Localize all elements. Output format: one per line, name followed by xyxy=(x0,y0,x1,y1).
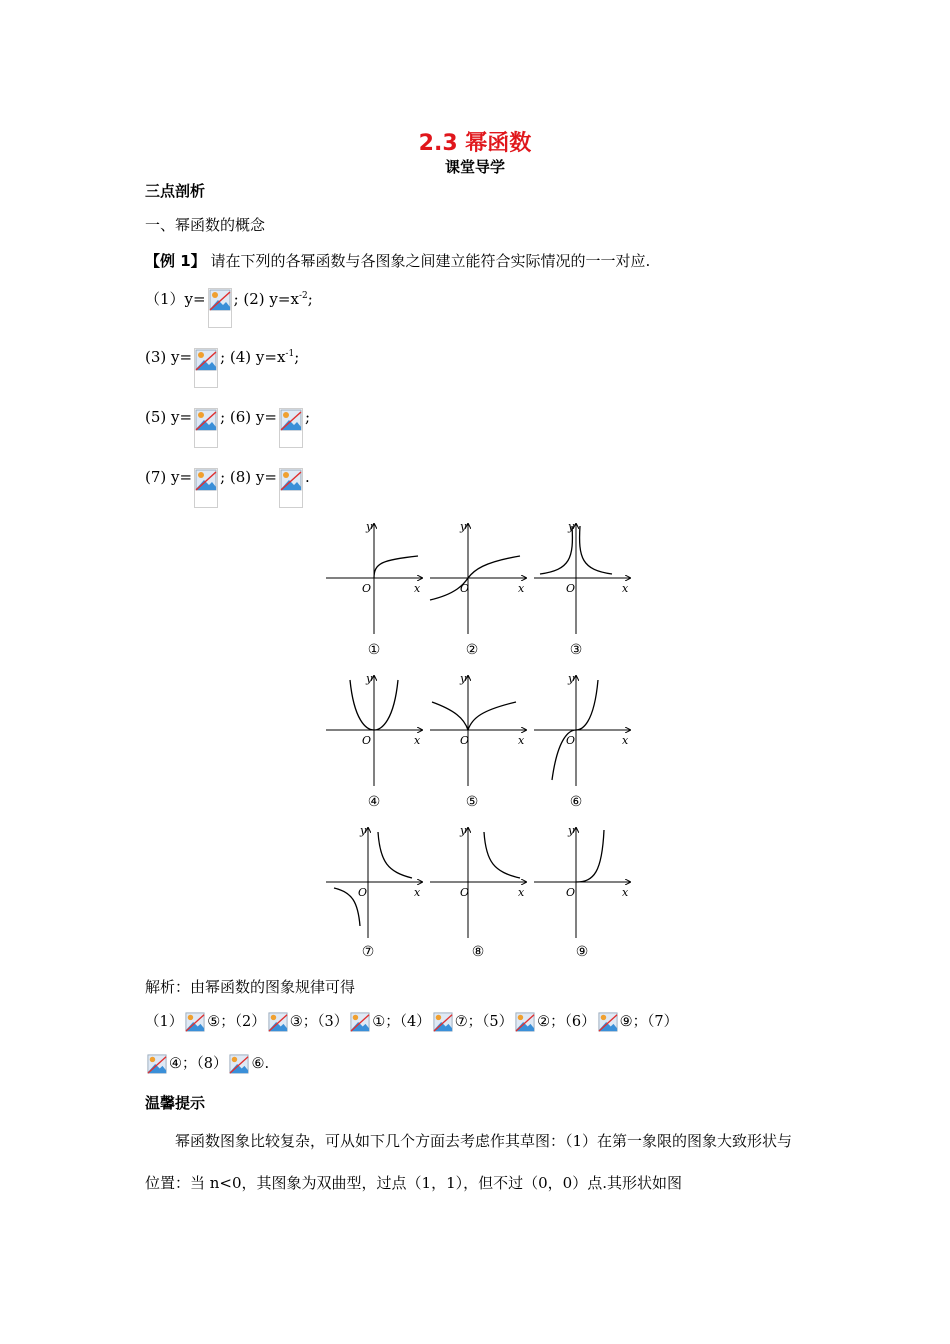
graph-label-4: ④ xyxy=(367,794,381,810)
solution-text: ②；（6） xyxy=(537,1014,596,1030)
broken-image-icon xyxy=(349,1012,371,1032)
function-6-label: ; (6) y= xyxy=(220,408,277,426)
broken-image-icon xyxy=(184,1012,206,1032)
subsection-heading: 一、幂函数的概念 xyxy=(145,216,266,234)
graph-2 xyxy=(430,524,526,634)
axis-x: x xyxy=(414,734,421,747)
broken-image-icon xyxy=(146,1054,168,1074)
broken-image-icon xyxy=(194,348,218,388)
axis-x: x xyxy=(518,582,525,595)
tip-paragraph: 幂函数图象比较复杂，可从如下几个方面去考虑作其草图：（1）在第一象限的图象大致形状与位置：当 n<0，其图象为双曲型，过点（1，1），但不过（0，0）点.其形状如图 xyxy=(145,1132,793,1192)
function-line-4 xyxy=(145,468,310,508)
graph-label-9: ⑨ xyxy=(575,944,589,960)
broken-image-icon xyxy=(432,1012,454,1032)
solution-line-2 xyxy=(145,1052,269,1074)
axis-origin: O xyxy=(566,734,576,747)
function-line-1 xyxy=(145,288,313,328)
broken-image-icon xyxy=(279,408,303,448)
graph-label-1: ① xyxy=(367,642,381,658)
page-subtitle: 课堂导学 xyxy=(444,158,505,176)
axis-x: x xyxy=(518,734,525,747)
function-1-label: （1）y= xyxy=(145,290,206,308)
solution-line-1 xyxy=(145,1010,678,1032)
axis-y: y xyxy=(568,824,575,837)
broken-image-icon xyxy=(267,1012,289,1032)
punct: ; xyxy=(307,290,313,308)
tip-heading: 温馨提示 xyxy=(145,1094,206,1112)
punct: ; xyxy=(304,408,311,426)
axis-origin: O xyxy=(362,582,372,595)
graph-grid xyxy=(322,518,642,972)
graph-4 xyxy=(326,676,422,786)
function-3-label: (3) y= xyxy=(145,348,193,366)
broken-image-icon xyxy=(279,468,303,508)
axis-origin: O xyxy=(566,582,576,595)
function-7-label: (7) y= xyxy=(145,468,193,486)
function-5-label: (5) y= xyxy=(145,408,193,426)
graph-9 xyxy=(534,828,630,938)
axis-y: y xyxy=(360,824,367,837)
graph-1 xyxy=(326,524,422,634)
axis-origin: O xyxy=(566,886,576,899)
graph-5 xyxy=(430,676,526,786)
graph-7 xyxy=(326,828,422,938)
axis-y: y xyxy=(366,520,373,533)
graph-label-6: ⑥ xyxy=(569,794,583,810)
broken-image-icon xyxy=(208,288,232,328)
example-text: 请在下列的各幂函数与各图象之间建立能符合实际情况的一一对应. xyxy=(205,252,651,270)
function-8-label: ; (8) y= xyxy=(220,468,277,486)
solution-text: ④；（8） xyxy=(169,1056,228,1072)
function-4-label: ; (4) y=x xyxy=(220,348,286,366)
solution-text: ⑤；（2） xyxy=(207,1014,266,1030)
punct: ; xyxy=(294,348,300,366)
graph-label-5: ⑤ xyxy=(465,794,479,810)
graph-3 xyxy=(534,524,630,634)
example-1 xyxy=(145,250,650,271)
graph-label-7: ⑦ xyxy=(361,944,375,960)
axis-y: y xyxy=(460,520,467,533)
axis-origin: O xyxy=(460,886,470,899)
axis-x: x xyxy=(414,582,421,595)
power-function-graphs xyxy=(322,518,642,968)
function-2-exponent: -2 xyxy=(298,291,308,301)
punct: . xyxy=(304,468,310,486)
axis-y: y xyxy=(460,824,467,837)
broken-image-icon xyxy=(597,1012,619,1032)
axis-origin: O xyxy=(362,734,372,747)
broken-image-icon xyxy=(194,468,218,508)
solution-text: ⑥. xyxy=(251,1056,270,1072)
graph-8 xyxy=(430,828,526,938)
broken-image-icon xyxy=(228,1054,250,1074)
graph-label-8: ⑧ xyxy=(471,944,485,960)
solution-text: ③；（3） xyxy=(289,1014,349,1030)
graph-6 xyxy=(534,676,630,786)
axis-y: y xyxy=(460,672,467,685)
function-4-exponent: -1 xyxy=(285,349,295,359)
axis-x: x xyxy=(622,886,629,899)
solution-text: ⑨；（7） xyxy=(619,1014,679,1030)
function-line-2 xyxy=(145,348,299,388)
broken-image-icon xyxy=(514,1012,536,1032)
solution-text: ①；（4） xyxy=(372,1014,431,1030)
axis-x: x xyxy=(622,582,629,595)
example-tag: 【例 1】 xyxy=(145,252,206,270)
broken-image-icon xyxy=(194,408,218,448)
solution-intro: 解析：由幂函数的图象规律可得 xyxy=(145,978,356,996)
page-title: 2.3 幂函数 xyxy=(418,131,532,156)
axis-x: x xyxy=(518,886,525,899)
axis-origin: O xyxy=(358,886,368,899)
axis-y: y xyxy=(366,672,373,685)
function-2-label: ; (2) y=x xyxy=(233,290,299,308)
axis-y: y xyxy=(568,672,575,685)
axis-x: x xyxy=(622,734,629,747)
section-heading: 三点剖析 xyxy=(145,182,206,200)
axis-y: y xyxy=(568,520,575,533)
axis-origin: O xyxy=(460,734,470,747)
graph-label-3: ③ xyxy=(569,642,583,658)
axis-origin: O xyxy=(460,582,470,595)
graph-label-2: ② xyxy=(465,642,479,658)
solution-text: ⑦；（5） xyxy=(454,1014,514,1030)
solution-text: （1） xyxy=(145,1014,184,1030)
function-line-3 xyxy=(145,408,310,448)
axis-x: x xyxy=(414,886,421,899)
